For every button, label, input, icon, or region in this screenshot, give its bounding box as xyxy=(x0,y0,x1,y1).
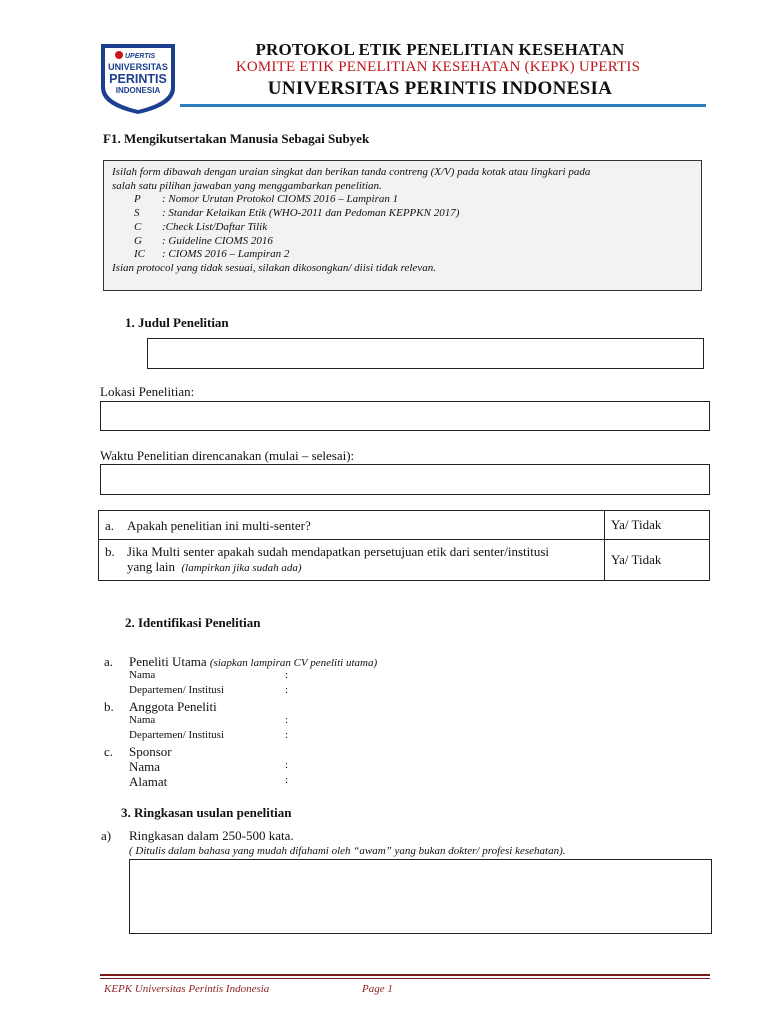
university-name: UNIVERSITAS PERINTIS INDONESIA xyxy=(267,78,613,99)
instruction-line: Isilah form dibawah dengan uraian singkat dan berikan tanda contreng (X/V) pada kotak atau lingkari pada xyxy=(112,166,591,178)
logo-top-text: UPERTIS xyxy=(125,53,156,60)
list-label: Sponsor xyxy=(129,744,172,759)
field-colon: : xyxy=(285,774,289,786)
question-text: Jika Multi senter apakah sudah mendapatkan persetujuan etik dari senter/institusi xyxy=(127,544,550,559)
logo-line3: INDONESIA xyxy=(115,86,161,95)
answer-option[interactable]: Ya/ Tidak xyxy=(605,540,710,581)
field-label: Alamat xyxy=(129,774,168,789)
list-note: (siapkan lampiran CV peneliti utama) xyxy=(209,657,378,669)
footer-divider xyxy=(100,978,710,979)
waktu-label: Waktu Penelitian direncanakan (mulai – selesai): xyxy=(100,448,355,463)
question-cell xyxy=(99,540,605,581)
code-key: IC xyxy=(134,248,145,261)
university-logo xyxy=(95,40,181,116)
code-desc: : Nomor Urutan Protokol CIOMS 2016 – Lampiran 1 xyxy=(162,193,399,206)
waktu-penelitian-field[interactable] xyxy=(100,464,710,495)
logo-line1: UNIVERSITAS xyxy=(108,62,168,72)
field-label: Nama xyxy=(129,714,156,726)
list-mark: a) xyxy=(101,828,112,843)
field-label: Nama xyxy=(129,759,161,774)
ringkasan-field[interactable] xyxy=(129,859,712,934)
logo-line2: PERINTIS xyxy=(109,72,167,86)
instructions-box xyxy=(103,160,702,291)
question-cell xyxy=(99,511,605,540)
field-colon: : xyxy=(285,669,289,681)
lokasi-penelitian-field[interactable] xyxy=(100,401,710,431)
section-2-title: 2. Identifikasi Penelitian xyxy=(125,615,261,630)
section-1-title: 1. Judul Penelitian xyxy=(125,315,229,330)
section-f1-title: F1. Mengikutsertakan Manusia Sebagai Subyek xyxy=(103,131,370,146)
code-row xyxy=(112,235,693,249)
code-key: S xyxy=(134,207,140,220)
question-mark: b. xyxy=(105,544,115,559)
answer-option[interactable]: Ya/ Tidak xyxy=(605,511,710,540)
field-label: Departemen/ Institusi xyxy=(129,684,225,696)
code-key: P xyxy=(134,193,141,206)
table-row xyxy=(99,540,710,581)
ringkasan-note: ( Ditulis dalam bahasa yang mudah difahami oleh “awam” yang bukan dokter/ profesi kesehatan). xyxy=(129,845,566,857)
question-note: (lampirkan jika sudah ada) xyxy=(181,562,302,574)
question-mark: a. xyxy=(105,517,115,533)
section-3-title: 3. Ringkasan usulan penelitian xyxy=(121,805,292,820)
field-colon: : xyxy=(285,759,289,771)
list-label: Ringkasan dalam 250-500 kata. xyxy=(129,828,294,843)
code-desc: : CIOMS 2016 – Lampiran 2 xyxy=(162,248,290,261)
code-desc: :Check List/Daftar Tilik xyxy=(162,220,268,233)
code-desc: : Guideline CIOMS 2016 xyxy=(162,234,273,247)
instruction-closing: Isian protocol yang tidak sesuai, silakan dikosongkan/ diisi tidak relevan. xyxy=(112,261,436,274)
code-row xyxy=(112,207,693,221)
list-mark: c. xyxy=(104,744,114,759)
field-label: Departemen/ Institusi xyxy=(129,729,225,741)
code-key: G xyxy=(134,234,142,247)
page-number: Page 1 xyxy=(362,983,393,995)
field-colon: : xyxy=(285,684,289,696)
field-colon: : xyxy=(285,714,289,726)
list-mark: b. xyxy=(104,699,114,714)
table-row xyxy=(99,511,710,540)
field-colon: : xyxy=(285,729,289,741)
lokasi-label: Lokasi Penelitian: xyxy=(100,384,195,399)
list-mark: a. xyxy=(104,654,114,669)
multicenter-table xyxy=(98,510,710,581)
code-desc: : Standar Kelaikan Etik (WHO-2011 dan Pedoman KEPPKN 2017) xyxy=(162,207,460,220)
question-text-cont: yang lain xyxy=(127,559,176,574)
judul-penelitian-field[interactable] xyxy=(147,338,704,369)
list-label: Peneliti Utama (siapkan lampiran CV peneliti utama) xyxy=(129,654,378,669)
document-title: PROTOKOL ETIK PENELITIAN KESEHATAN xyxy=(255,40,625,59)
code-key: C xyxy=(134,220,142,233)
header-divider xyxy=(180,104,706,107)
code-row xyxy=(112,248,693,262)
list-label: Anggota Peneliti xyxy=(129,699,217,714)
question-text: Apakah penelitian ini multi-senter? xyxy=(127,517,311,533)
code-row xyxy=(112,221,693,235)
ringkasan-label xyxy=(101,828,294,844)
footer-divider xyxy=(100,974,710,976)
field-label: Nama xyxy=(129,669,156,681)
committee-name: KOMITE ETIK PENELITIAN KESEHATAN (KEPK) UPERTIS xyxy=(235,59,641,75)
code-row xyxy=(112,193,693,207)
instruction-line: salah satu pilihan jawaban yang menggambarkan penelitian. xyxy=(112,179,382,192)
footer-org: KEPK Universitas Perintis Indonesia xyxy=(104,983,270,995)
